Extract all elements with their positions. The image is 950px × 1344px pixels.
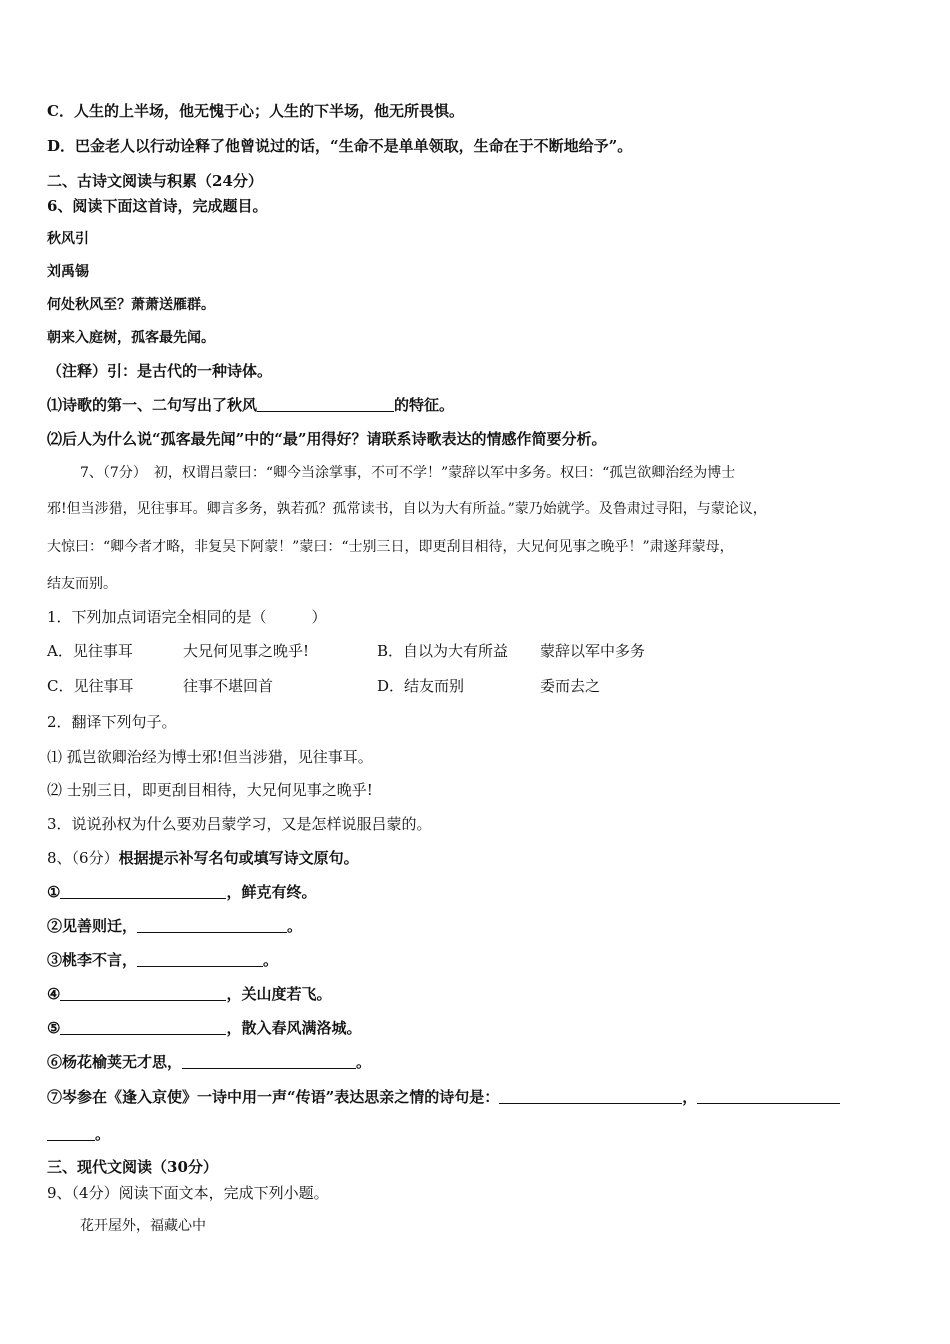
q6-sub1: [47, 395, 454, 415]
q8-item-1-number: ①: [47, 883, 61, 901]
q8-item-7: [47, 1087, 840, 1107]
answer-blank: [60, 883, 226, 899]
q8-item-2: [47, 916, 302, 936]
q8-item-7-text: ⑦岑参在《逢入京使》一诗中用一声“传语”表达思亲之情的诗句是：: [47, 1088, 500, 1106]
poet-name: 刘禹锡: [47, 264, 89, 280]
section-title-classical: 二、古诗文阅读与积累（24分）: [47, 172, 263, 190]
poem-title: 秋风引: [47, 231, 89, 247]
q8-item-4-text: ，关山度若飞。: [226, 985, 332, 1003]
q7-option-c-2: 往事不堪回首: [183, 677, 274, 695]
q7-sub2: 2．翻译下列句子。: [47, 713, 177, 731]
q8-item-3-text: ③桃李不言，: [47, 951, 138, 969]
q7-sub1: 1．下列加点词语完全相同的是（ ）: [47, 608, 327, 626]
q8-item-1: [47, 882, 316, 902]
q9-prompt: 9、（4分）阅读下面文本，完成下列小题。: [47, 1184, 329, 1202]
option-c: C．人生的上半场，他无愧于心；人生的下半场，他无所畏惧。: [47, 102, 464, 120]
q8-prompt-text: 根据提示补写名句或填写诗文原句。: [118, 849, 359, 867]
answer-blank: [47, 1125, 95, 1141]
poem-line-1: 何处秋风至？萧萧送雁群。: [47, 297, 215, 313]
q8-item-4: [47, 984, 331, 1004]
answer-blank: [182, 1053, 356, 1069]
poem-line-2: 朝来入庭树，孤客最先闻。: [47, 330, 215, 346]
q8-prompt-number: 8、（6分）: [47, 849, 119, 867]
q8-item-5: [47, 1018, 361, 1038]
q7-passage-line-1: 7、（7分） 初，权谓吕蒙曰：“卿今当涂掌事，不可不学！”蒙辞以军中多务。权曰：“孤岂欲卿治经为博士: [80, 465, 736, 481]
q7-sub2-item-1: ⑴ 孤岂欲卿治经为博士邪!但当涉猎，见往事耳。: [47, 748, 373, 766]
answer-blank: [697, 1088, 840, 1104]
q8-item-1-text: ，鲜克有终。: [226, 883, 317, 901]
answer-blank: [60, 1019, 226, 1035]
q8-item-6: [47, 1052, 371, 1072]
q6-sub1-after: 的特征。: [394, 396, 455, 414]
q7-option-d-2: 委而去之: [540, 677, 601, 695]
q7-passage-line-2: 邪!但当涉猎，见往事耳。卿言多务，孰若孤？孤常读书，自以为大有所益。”蒙乃始就学。及鲁肃过寻阳，与蒙论议，: [47, 501, 767, 517]
answer-blank: [257, 396, 394, 412]
q9-text-title: 花开屋外，福藏心中: [80, 1218, 206, 1234]
option-d: D．巴金老人以行动诠释了他曾说过的话，“生命不是单单领取，生命在于不断地给予”。: [47, 137, 633, 155]
q8-item-7-continued: [47, 1124, 110, 1144]
q7-passage-line-3: 大惊曰：“卿今者才略，非复吴下阿蒙！”蒙曰：“士别三日，即更刮目相待，大兄何见事之晚乎！”肃遂拜蒙母，: [47, 539, 734, 555]
answer-blank: [60, 985, 226, 1001]
q7-option-b-2: 蒙辞以军中多务: [540, 642, 646, 660]
q8-item-2-end: 。: [287, 917, 303, 935]
q8-item-3: [47, 950, 278, 970]
q7-sub3: 3．说说孙权为什么要劝吕蒙学习，又是怎样说服吕蒙的。: [47, 815, 432, 833]
q7-option-a-1: A．见往事耳: [47, 642, 133, 660]
q8-item-2-text: ②见善则迁，: [47, 917, 138, 935]
q7-option-c-1: C．见往事耳: [47, 677, 134, 695]
answer-blank: [137, 917, 287, 933]
answer-blank: [499, 1088, 682, 1104]
poem-note: （注释）引：是古代的一种诗体。: [47, 362, 273, 380]
q8-item-5-number: ⑤: [47, 1019, 61, 1037]
q6-sub1-before: ⑴诗歌的第一、二句写出了秋风: [47, 396, 258, 414]
q7-option-a-2: 大兄何见事之晚乎!: [183, 642, 310, 660]
answer-blank: [137, 951, 263, 967]
q7-option-b-1: B．自以为大有所益: [377, 642, 509, 660]
q8-item-5-text: ，散入春风满洛城。: [226, 1019, 362, 1037]
q6-sub2: ⑵后人为什么说“孤客最先闻”中的“最”用得好？请联系诗歌表达的情感作简要分析。: [47, 430, 607, 448]
q8-item-6-end: 。: [356, 1053, 372, 1071]
q8-prompt: [47, 848, 359, 868]
q7-passage-line-4: 结友而别。: [47, 576, 117, 592]
q8-item-7-comma: ，: [682, 1088, 698, 1106]
section-title-modern: 三、现代文阅读（30分）: [47, 1158, 218, 1176]
q8-item-3-end: 。: [263, 951, 279, 969]
q7-option-d-1: D．结友而别: [377, 677, 465, 695]
q8-item-6-text: ⑥杨花榆荚无才思，: [47, 1053, 183, 1071]
q8-item-4-number: ④: [47, 985, 61, 1003]
q6-prompt: 6、阅读下面这首诗，完成题目。: [47, 197, 268, 215]
q7-sub2-item-2: ⑵ 士别三日，即更刮目相待，大兄何见事之晚乎!: [47, 781, 373, 799]
q8-item-7-end: 。: [95, 1125, 111, 1143]
